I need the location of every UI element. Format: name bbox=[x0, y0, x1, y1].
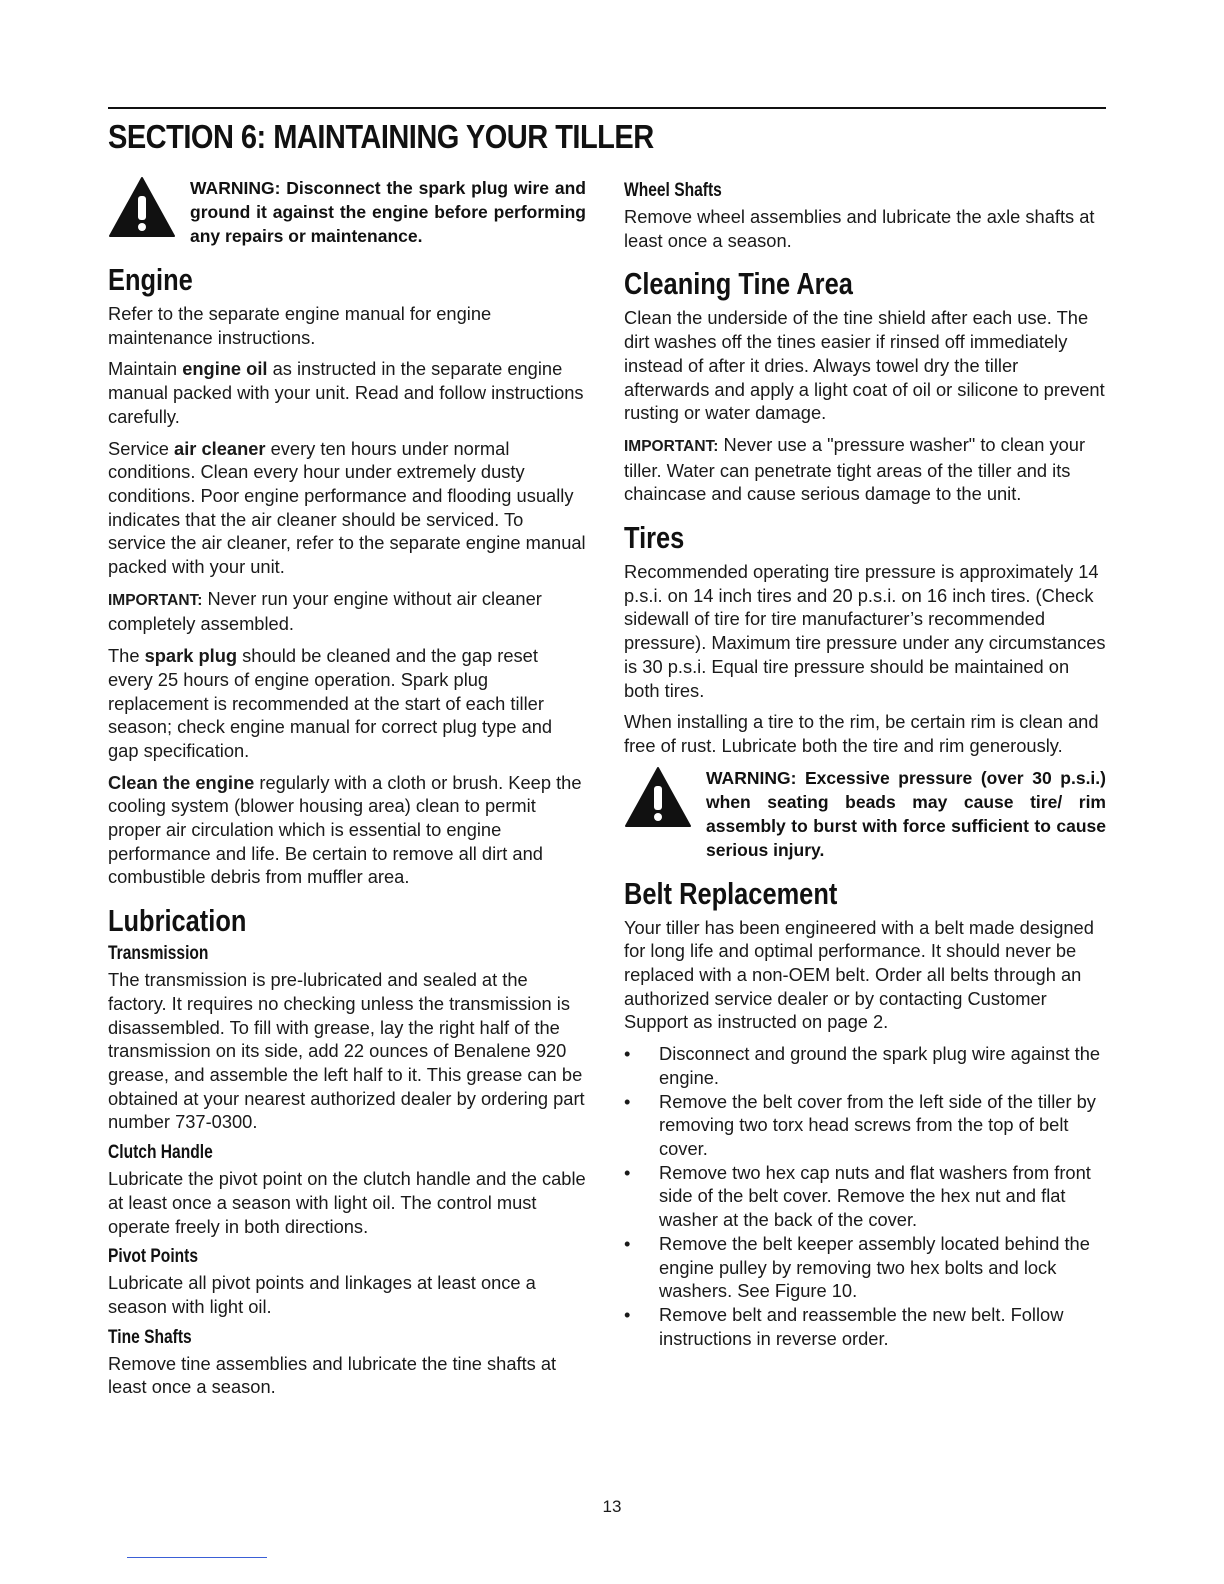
section-title: SECTION 6: MAINTAINING YOUR TILLER bbox=[108, 118, 654, 155]
tine-shafts-heading: Tine Shafts bbox=[108, 1326, 192, 1348]
warning-triangle-icon bbox=[108, 176, 176, 238]
tires-heading: Tires bbox=[624, 520, 685, 556]
footer-divider bbox=[127, 1557, 267, 1558]
tire-pressure-paragraph: Recommended operating tire pressure is approximately 14 p.s.i. on 14 inch tires and 20 p.s.i. on 16 inch tires. (Check sidewall of tire for tire manufacturer’s recommended pressure). Maximum tire pressure under any circumstances is 30 p.s.i. Equal tire pressure should be maintained on both tires. bbox=[624, 561, 1106, 701]
air-cleaner-paragraph: Service air cleaner every ten hours under normal conditions. Clean every hour under extremely dusty conditions. Poor engine performance and flooding usually indicates that the air cleaner should be serviced. To service the air cleaner, refer to the separate engine manual packed with your unit. bbox=[108, 437, 586, 578]
header-rule bbox=[108, 107, 1106, 109]
cleaning-paragraph: Clean the underside of the tine shield after each use. The dirt washes off the tines easier if rinsed off immediately instead of after it dries. Always towel dry the tiller afterwards and apply a light coat of oil or silicone to prevent rusting or water damage. bbox=[624, 307, 1105, 424]
disconnect-warning bbox=[108, 176, 586, 248]
belt-paragraph: Your tiller has been engineered with a belt made designed for long life and optimal performance. It should never be replaced with a non-OEM belt. Order all belts through an authorized service dealer or by contacting Customer Support as instructed on page 2. bbox=[624, 916, 1094, 1033]
important-note: IMPORTANT: Never run your engine without air cleaner completely assembled. bbox=[108, 587, 542, 635]
tire-install-paragraph: When installing a tire to the rim, be certain rim is clean and free of rust. Lubricate both the tire and rim generously. bbox=[624, 711, 1099, 756]
wheel-shafts-heading: Wheel Shafts bbox=[624, 180, 722, 201]
list-item: • Remove two hex cap nuts and flat washers from front side of the belt cover. Remove the hex nut and flat washer at the back of the cover. bbox=[624, 1161, 1106, 1232]
clutch-handle-heading: Clutch Handle bbox=[108, 1142, 213, 1164]
warning-triangle-icon bbox=[624, 766, 692, 828]
lubrication-heading: Lubrication bbox=[108, 903, 247, 939]
wheel-shafts-paragraph: Remove wheel assemblies and lubricate the axle shafts at least once a season. bbox=[624, 206, 1095, 251]
spark-plug-paragraph: The spark plug should be cleaned and the gap reset every 25 hours of engine operation. Spark plug replacement is recommended at the start of each tiller season; check engine manual for correct plug type and gap specification. bbox=[108, 645, 553, 761]
engine-oil-paragraph: Maintain engine oil as instructed in the separate engine manual packed with your unit. Read and follow instructions carefully. bbox=[108, 358, 584, 427]
clean-engine-paragraph: Clean the engine regularly with a cloth or brush. Keep the cooling system (blower housing area) clean to permit proper air circulation which is essential to engine performance and life. Be certain to remove all dirt and combustible debris from muffler area. bbox=[108, 771, 582, 888]
cleaning-tine-area-heading: Cleaning Tine Area bbox=[624, 266, 853, 302]
belt-steps-list bbox=[624, 1042, 1106, 1350]
warning-text: WARNING: Disconnect the spark plug wire and ground it against the engine before performing any repairs or maintenance. bbox=[190, 178, 586, 246]
clutch-handle-paragraph: Lubricate the pivot point on the clutch handle and the cable at least once a season with light oil. The control must operate freely in both directions. bbox=[108, 1168, 586, 1237]
belt-replacement-heading: Belt Replacement bbox=[624, 875, 838, 911]
list-item: • Remove the belt keeper assembly located behind the engine pulley by removing two hex bolts and lock washers. See Figure 10. bbox=[624, 1232, 1106, 1303]
list-item: • Remove the belt cover from the left side of the tiller by removing two torx head screws from the top of belt cover. bbox=[624, 1090, 1106, 1161]
transmission-paragraph: The transmission is pre-lubricated and sealed at the factory. It requires no checking unless the transmission is disassembled. To fill with grease, lay the right half of the transmission on its side, add 22 ounces of Benalene 920 grease, and assemble the left half to it. This grease can be obtained at your nearest authorized dealer by ordering part number 737-0300. bbox=[108, 969, 585, 1133]
engine-paragraph: Refer to the separate engine manual for engine maintenance instructions. bbox=[108, 303, 492, 348]
left-column bbox=[108, 176, 586, 1407]
warning-text: WARNING: Excessive pressure (over 30 p.s.i.) when seating beads may cause tire/ rim assembly to burst with force sufficient to cause serious injury. bbox=[706, 767, 1106, 860]
engine-heading: Engine bbox=[108, 262, 193, 297]
right-column bbox=[624, 176, 1106, 1350]
list-item: • Disconnect and ground the spark plug wire against the engine. bbox=[624, 1042, 1106, 1089]
pivot-points-paragraph: Lubricate all pivot points and linkages at least once a season with light oil. bbox=[108, 1272, 536, 1317]
pressure-washer-note: IMPORTANT: Never use a "pressure washer" to clean your tiller. Water can penetrate tight areas of the tiller and its chaincase and cause serious damage to the unit. bbox=[624, 433, 1086, 505]
transmission-heading: Transmission bbox=[108, 943, 209, 965]
page-number: 13 bbox=[602, 1497, 622, 1516]
pivot-points-heading: Pivot Points bbox=[108, 1246, 199, 1268]
list-item: • Remove belt and reassemble the new belt. Follow instructions in reverse order. bbox=[624, 1303, 1106, 1350]
tire-pressure-warning bbox=[624, 766, 1106, 862]
tine-shafts-paragraph: Remove tine assemblies and lubricate the tine shafts at least once a season. bbox=[108, 1352, 557, 1398]
